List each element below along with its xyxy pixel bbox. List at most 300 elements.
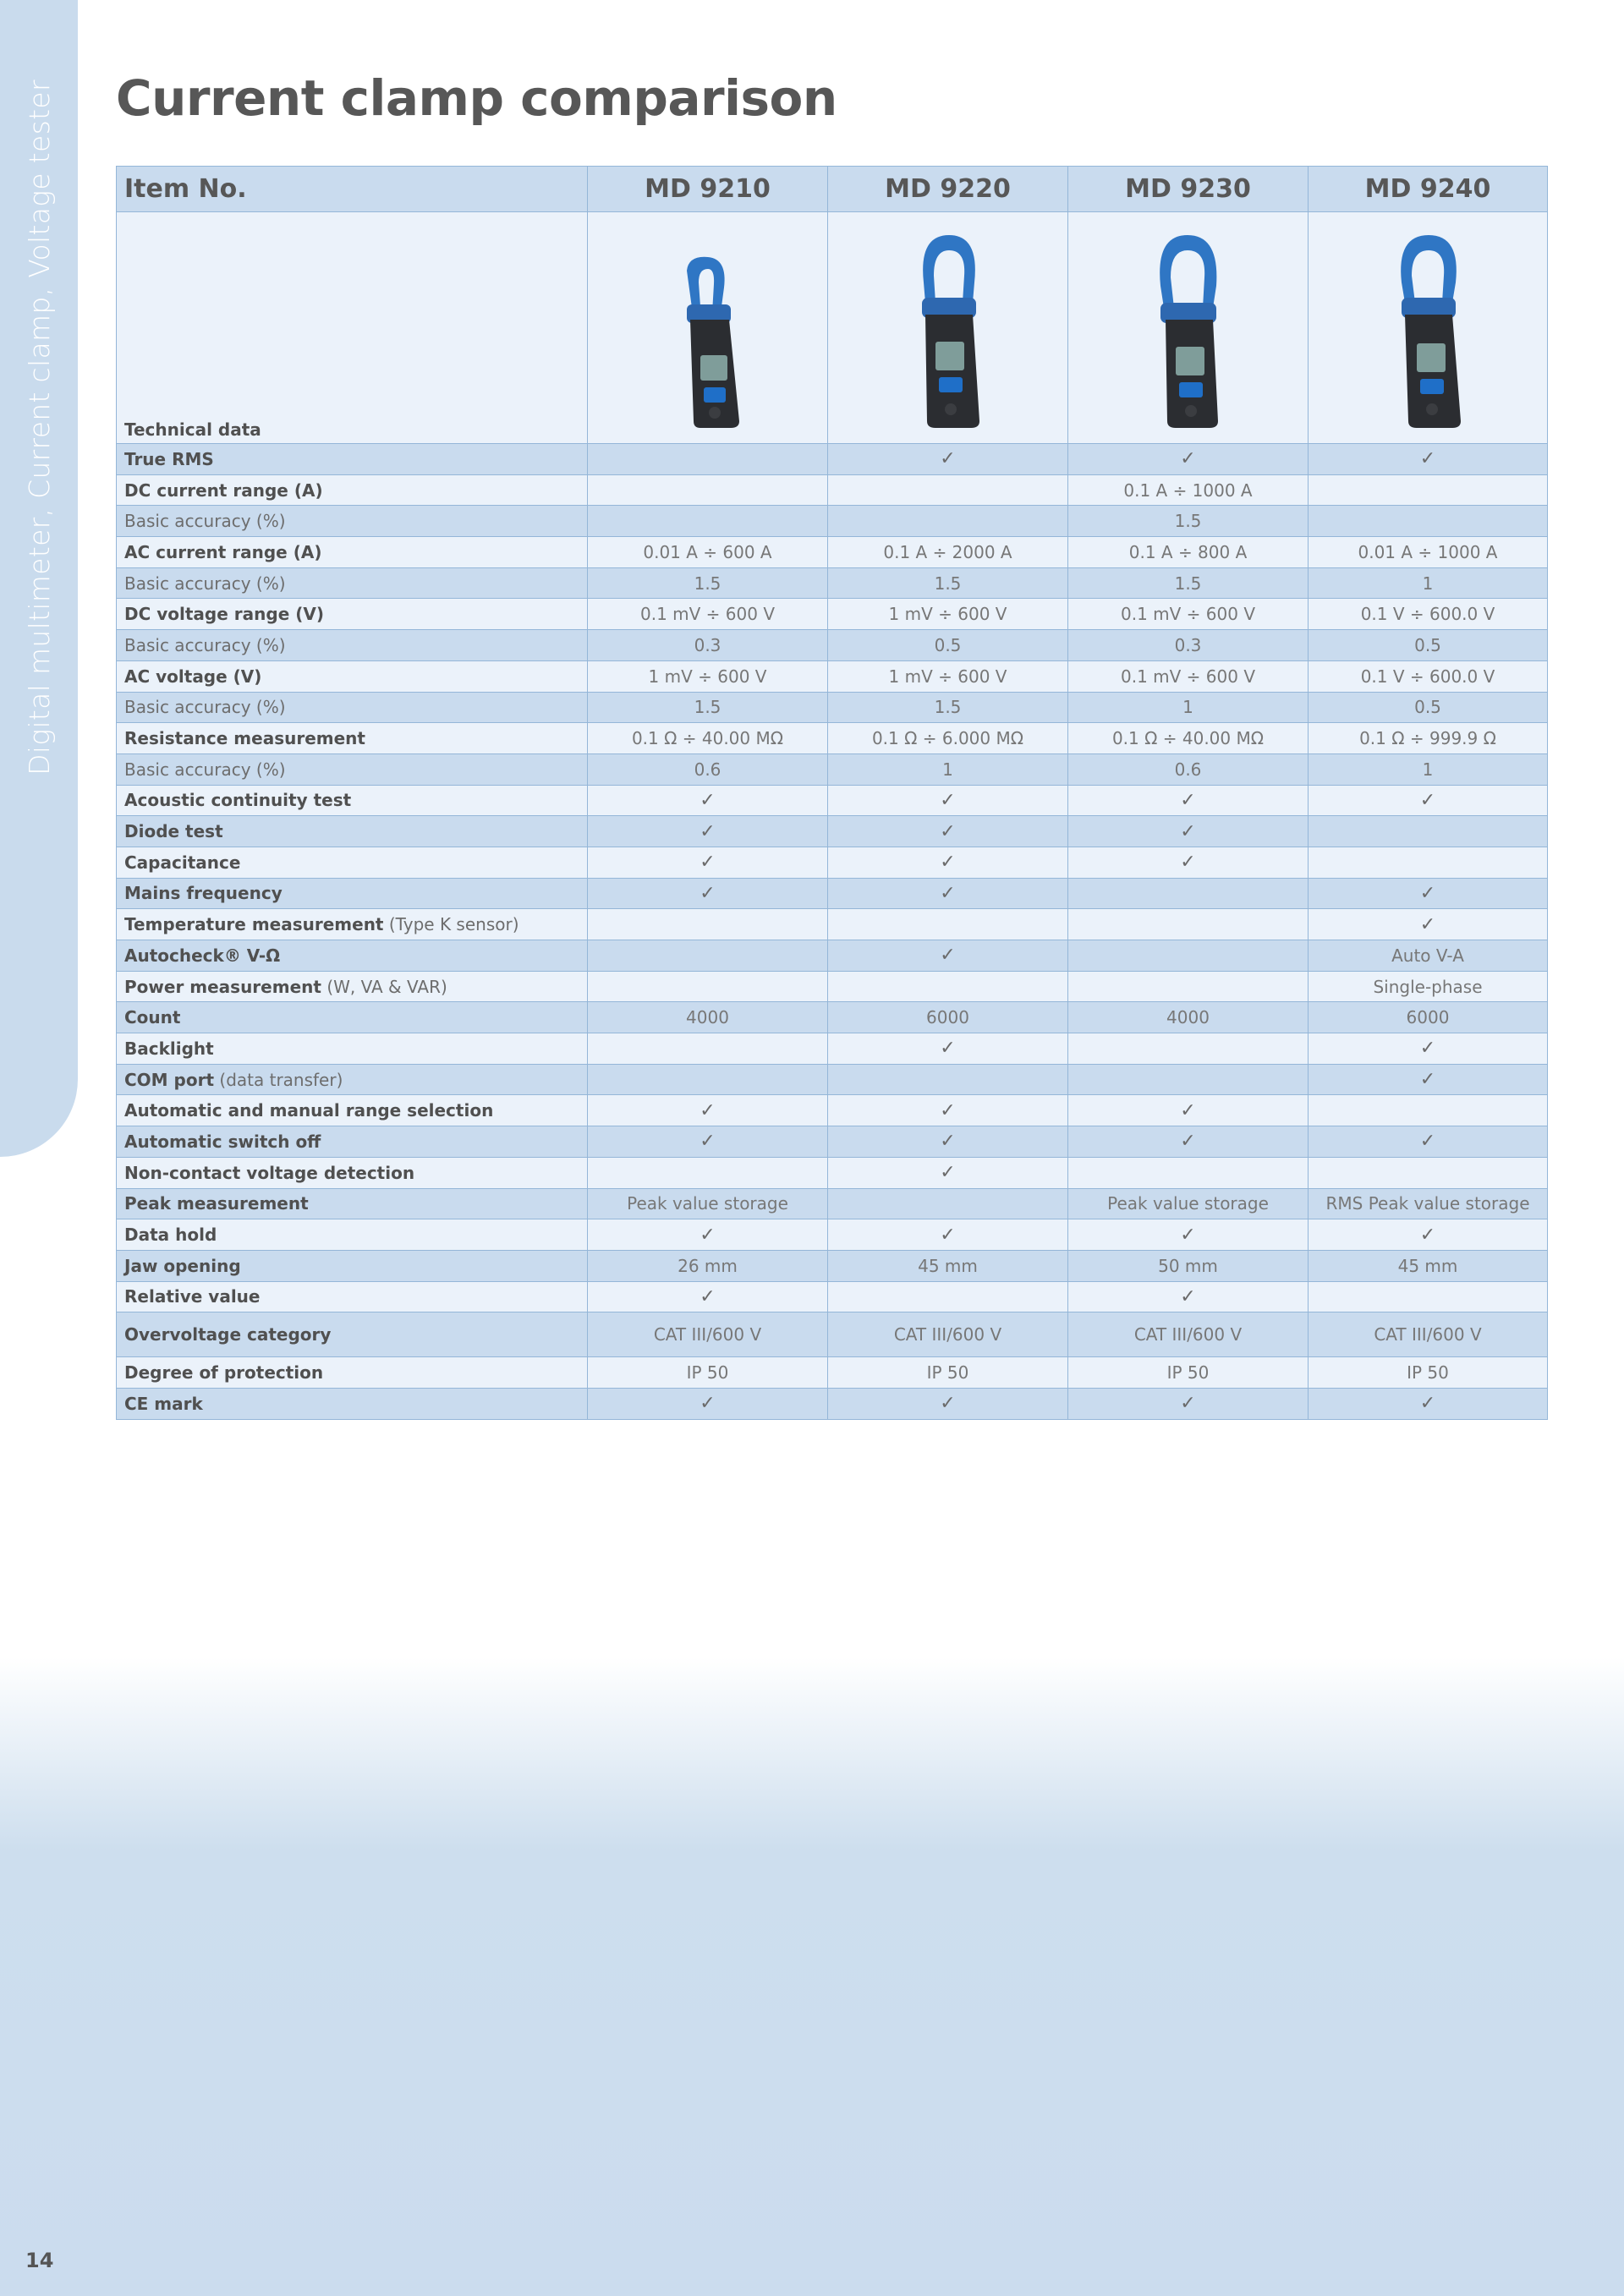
row-label-cell bbox=[117, 692, 588, 723]
value-cell bbox=[588, 909, 828, 940]
value-cell bbox=[828, 506, 1068, 537]
value-cell bbox=[828, 1219, 1068, 1251]
cell-value: 0.1 V ÷ 600.0 V bbox=[1360, 604, 1495, 625]
row-label-cell bbox=[117, 599, 588, 630]
table-row bbox=[117, 878, 1548, 909]
value-cell bbox=[588, 599, 828, 630]
value-cell bbox=[1068, 1064, 1309, 1095]
row-label: Jaw opening bbox=[124, 1255, 241, 1276]
cell-value: 0.1 mV ÷ 600 V bbox=[1120, 604, 1255, 625]
row-label-cell bbox=[117, 1064, 588, 1095]
row-label: Basic accuracy (%) bbox=[124, 697, 286, 718]
table-row bbox=[117, 1281, 1548, 1312]
table-row bbox=[117, 1357, 1548, 1389]
cell-value: CAT III/600 V bbox=[1374, 1324, 1482, 1345]
table-row bbox=[117, 599, 1548, 630]
checkmark-icon: ✓ bbox=[940, 1393, 956, 1415]
checkmark-icon: ✓ bbox=[940, 1224, 956, 1246]
value-cell bbox=[588, 1250, 828, 1281]
value-cell bbox=[828, 909, 1068, 940]
checkmark-icon: ✓ bbox=[700, 1393, 716, 1415]
cell-value: 50 mm bbox=[1158, 1255, 1218, 1276]
value-cell bbox=[1068, 660, 1309, 692]
checkmark-icon: ✓ bbox=[1419, 913, 1436, 935]
value-cell bbox=[828, 878, 1068, 909]
value-cell bbox=[1068, 599, 1309, 630]
cell-value: 0.5 bbox=[934, 634, 962, 655]
value-cell bbox=[1309, 660, 1548, 692]
value-cell bbox=[1309, 1312, 1548, 1357]
cell-value: 1.5 bbox=[694, 573, 721, 594]
technical-data-cell bbox=[117, 212, 588, 444]
page-number: 14 bbox=[25, 2249, 54, 2272]
checkmark-icon: ✓ bbox=[700, 882, 716, 904]
value-cell bbox=[828, 1312, 1068, 1357]
checkmark-icon: ✓ bbox=[700, 789, 716, 811]
page-title: Current clamp comparison bbox=[116, 69, 837, 127]
product-image-cell bbox=[588, 212, 828, 444]
table-row bbox=[117, 1002, 1548, 1033]
cell-value: 1.5 bbox=[934, 573, 962, 594]
cell-value: 0.1 V ÷ 600.0 V bbox=[1360, 666, 1495, 687]
model-header: MD 9220 bbox=[828, 167, 1068, 212]
row-label-cell bbox=[117, 1219, 588, 1251]
value-cell bbox=[1068, 940, 1309, 972]
table-row bbox=[117, 723, 1548, 754]
cell-value: 0.3 bbox=[1174, 634, 1202, 655]
clamp-meter-image bbox=[661, 254, 754, 431]
value-cell bbox=[828, 537, 1068, 568]
value-cell bbox=[828, 753, 1068, 785]
product-image-cell bbox=[1309, 212, 1548, 444]
value-cell bbox=[1309, 1281, 1548, 1312]
cell-value: IP 50 bbox=[926, 1362, 969, 1384]
table-row bbox=[117, 537, 1548, 568]
table-row bbox=[117, 660, 1548, 692]
value-cell bbox=[1068, 1188, 1309, 1219]
row-label-cell bbox=[117, 909, 588, 940]
row-label: Capacitance bbox=[124, 852, 241, 873]
value-cell bbox=[828, 785, 1068, 816]
row-label-cell bbox=[117, 1357, 588, 1389]
table-row bbox=[117, 444, 1548, 475]
row-label: Peak measurement bbox=[124, 1193, 309, 1214]
row-label: Diode test bbox=[124, 821, 223, 842]
cell-value: CAT III/600 V bbox=[893, 1324, 1002, 1345]
row-label: Basic accuracy (%) bbox=[124, 759, 286, 780]
cell-value: 1 mV ÷ 600 V bbox=[888, 666, 1007, 687]
value-cell bbox=[1309, 909, 1548, 940]
checkmark-icon: ✓ bbox=[1419, 1131, 1436, 1153]
row-label-cell bbox=[117, 567, 588, 599]
cell-value: 1 bbox=[1422, 759, 1434, 780]
value-cell bbox=[1068, 909, 1309, 940]
checkmark-icon: ✓ bbox=[1419, 1224, 1436, 1246]
row-label-qualifier: (W, VA & VAR) bbox=[326, 976, 447, 997]
value-cell bbox=[588, 1095, 828, 1126]
table-row bbox=[117, 474, 1548, 506]
table-row bbox=[117, 971, 1548, 1002]
cell-value: 1.5 bbox=[1174, 511, 1202, 532]
table-row bbox=[117, 1095, 1548, 1126]
value-cell bbox=[828, 692, 1068, 723]
value-cell bbox=[828, 816, 1068, 847]
row-label: AC current range (A) bbox=[124, 541, 322, 562]
checkmark-icon: ✓ bbox=[1419, 448, 1436, 470]
cell-value: 0.1 A ÷ 800 A bbox=[1128, 541, 1248, 562]
table-row bbox=[117, 630, 1548, 661]
value-cell bbox=[1068, 1281, 1309, 1312]
value-cell bbox=[1068, 537, 1309, 568]
cell-value: 0.6 bbox=[1174, 759, 1202, 780]
value-cell bbox=[1068, 692, 1309, 723]
comparison-table bbox=[116, 166, 1548, 1420]
value-cell bbox=[588, 1219, 828, 1251]
value-cell bbox=[828, 1357, 1068, 1389]
value-cell bbox=[588, 940, 828, 972]
value-cell bbox=[1309, 1095, 1548, 1126]
cell-value: 0.3 bbox=[694, 634, 721, 655]
value-cell bbox=[1309, 599, 1548, 630]
checkmark-icon: ✓ bbox=[940, 448, 956, 470]
checkmark-icon: ✓ bbox=[1180, 1393, 1196, 1415]
row-label: Data hold bbox=[124, 1225, 217, 1246]
cell-value: 0.1 Ω ÷ 6.000 MΩ bbox=[871, 728, 1024, 749]
value-cell bbox=[1309, 444, 1548, 475]
side-label: Digital multimeter, Current clamp, Voltage tester bbox=[22, 79, 56, 775]
row-label: COM port bbox=[124, 1069, 215, 1090]
checkmark-icon: ✓ bbox=[1419, 882, 1436, 904]
value-cell bbox=[1309, 537, 1548, 568]
value-cell bbox=[1068, 1312, 1309, 1357]
row-label: Automatic switch off bbox=[124, 1131, 321, 1152]
cell-value: 0.1 A ÷ 1000 A bbox=[1123, 479, 1253, 501]
row-label-cell bbox=[117, 474, 588, 506]
row-label-qualifier: (Type K sensor) bbox=[388, 914, 519, 935]
cell-value: 0.1 mV ÷ 600 V bbox=[1120, 666, 1255, 687]
cell-value: 1.5 bbox=[694, 697, 721, 718]
cell-value: 0.1 Ω ÷ 40.00 MΩ bbox=[631, 728, 784, 749]
value-cell bbox=[1068, 785, 1309, 816]
table-row bbox=[117, 1250, 1548, 1281]
table-row bbox=[117, 753, 1548, 785]
value-cell bbox=[828, 567, 1068, 599]
value-cell bbox=[1068, 723, 1309, 754]
value-cell bbox=[1309, 753, 1548, 785]
row-label-cell bbox=[117, 723, 588, 754]
cell-value: 0.1 A ÷ 2000 A bbox=[883, 541, 1012, 562]
checkmark-icon: ✓ bbox=[1180, 1099, 1196, 1121]
row-label-cell bbox=[117, 1388, 588, 1419]
checkmark-icon: ✓ bbox=[1419, 1069, 1436, 1091]
value-cell bbox=[588, 474, 828, 506]
row-label: Mains frequency bbox=[124, 883, 283, 904]
row-label: Resistance measurement bbox=[124, 728, 365, 749]
value-cell bbox=[1068, 1002, 1309, 1033]
value-cell bbox=[588, 1002, 828, 1033]
row-label: Acoustic continuity test bbox=[124, 790, 352, 811]
checkmark-icon: ✓ bbox=[1180, 1131, 1196, 1153]
row-label-qualifier: (data transfer) bbox=[219, 1069, 343, 1090]
checkmark-icon: ✓ bbox=[940, 1162, 956, 1184]
checkmark-icon: ✓ bbox=[1419, 1038, 1436, 1060]
value-cell bbox=[1068, 1033, 1309, 1065]
cell-value: 1 bbox=[1182, 697, 1193, 718]
checkmark-icon: ✓ bbox=[940, 945, 956, 967]
cell-value: 6000 bbox=[1406, 1007, 1450, 1028]
value-cell bbox=[828, 660, 1068, 692]
value-cell bbox=[588, 971, 828, 1002]
value-cell bbox=[588, 847, 828, 878]
value-cell bbox=[1309, 816, 1548, 847]
cell-value: 4000 bbox=[1166, 1007, 1210, 1028]
row-label-cell bbox=[117, 1126, 588, 1158]
value-cell bbox=[588, 723, 828, 754]
row-label-cell bbox=[117, 785, 588, 816]
checkmark-icon: ✓ bbox=[1180, 448, 1196, 470]
value-cell bbox=[1068, 1157, 1309, 1188]
checkmark-icon: ✓ bbox=[700, 820, 716, 842]
row-label: Relative value bbox=[124, 1286, 261, 1307]
table-row bbox=[117, 816, 1548, 847]
value-cell bbox=[828, 1033, 1068, 1065]
value-cell bbox=[1068, 753, 1309, 785]
value-cell bbox=[1068, 444, 1309, 475]
checkmark-icon: ✓ bbox=[940, 1099, 956, 1121]
header-row bbox=[117, 167, 1548, 212]
value-cell bbox=[588, 1064, 828, 1095]
value-cell bbox=[588, 1312, 828, 1357]
row-label: Basic accuracy (%) bbox=[124, 573, 286, 594]
value-cell bbox=[1309, 940, 1548, 972]
table-row bbox=[117, 567, 1548, 599]
value-cell bbox=[588, 816, 828, 847]
row-label-cell bbox=[117, 1157, 588, 1188]
cell-value: 1.5 bbox=[1174, 573, 1202, 594]
model-header: MD 9240 bbox=[1309, 167, 1548, 212]
row-label: Temperature measurement bbox=[124, 914, 384, 935]
table-row bbox=[117, 785, 1548, 816]
table-row bbox=[117, 847, 1548, 878]
cell-value: 0.6 bbox=[694, 759, 721, 780]
model-header: MD 9230 bbox=[1068, 167, 1309, 212]
value-cell bbox=[1309, 878, 1548, 909]
row-label: CE mark bbox=[124, 1393, 203, 1414]
row-label: Non-contact voltage detection bbox=[124, 1162, 415, 1183]
row-label: Backlight bbox=[124, 1038, 214, 1059]
row-label-cell bbox=[117, 1188, 588, 1219]
value-cell bbox=[588, 1157, 828, 1188]
value-cell bbox=[828, 630, 1068, 661]
checkmark-icon: ✓ bbox=[940, 852, 956, 874]
cell-value: Peak value storage bbox=[1107, 1193, 1269, 1214]
value-cell bbox=[588, 785, 828, 816]
value-cell bbox=[588, 567, 828, 599]
row-label: Degree of protection bbox=[124, 1362, 324, 1384]
checkmark-icon: ✓ bbox=[1180, 852, 1196, 874]
cell-value: 6000 bbox=[926, 1007, 969, 1028]
cell-value: Auto V-A bbox=[1391, 945, 1464, 966]
value-cell bbox=[1068, 1250, 1309, 1281]
product-image-cell bbox=[828, 212, 1068, 444]
cell-value: 1 bbox=[1422, 573, 1434, 594]
clamp-meter-image bbox=[1381, 232, 1474, 431]
value-cell bbox=[1068, 474, 1309, 506]
value-cell bbox=[828, 1250, 1068, 1281]
value-cell bbox=[588, 630, 828, 661]
table-row bbox=[117, 1188, 1548, 1219]
checkmark-icon: ✓ bbox=[1180, 820, 1196, 842]
row-label-cell bbox=[117, 1033, 588, 1065]
row-label-cell bbox=[117, 1250, 588, 1281]
image-row bbox=[117, 212, 1548, 444]
value-cell bbox=[1068, 567, 1309, 599]
checkmark-icon: ✓ bbox=[940, 1038, 956, 1060]
table-row bbox=[117, 506, 1548, 537]
value-cell bbox=[828, 474, 1068, 506]
value-cell bbox=[828, 1281, 1068, 1312]
value-cell bbox=[1309, 847, 1548, 878]
table-row bbox=[117, 1033, 1548, 1065]
row-label-cell bbox=[117, 1281, 588, 1312]
cell-value: 0.5 bbox=[1414, 697, 1441, 718]
value-cell bbox=[1068, 971, 1309, 1002]
cell-value: 45 mm bbox=[918, 1255, 978, 1276]
value-cell bbox=[588, 1281, 828, 1312]
value-cell bbox=[828, 971, 1068, 1002]
row-label: DC current range (A) bbox=[124, 479, 323, 501]
value-cell bbox=[588, 878, 828, 909]
cell-value: IP 50 bbox=[686, 1362, 729, 1384]
row-label-cell bbox=[117, 537, 588, 568]
value-cell bbox=[1309, 474, 1548, 506]
row-label-cell bbox=[117, 1095, 588, 1126]
value-cell bbox=[588, 1188, 828, 1219]
value-cell bbox=[828, 599, 1068, 630]
technical-data-label: Technical data bbox=[124, 419, 261, 440]
checkmark-icon: ✓ bbox=[940, 789, 956, 811]
table-row bbox=[117, 1157, 1548, 1188]
value-cell bbox=[828, 940, 1068, 972]
row-label-cell bbox=[117, 878, 588, 909]
checkmark-icon: ✓ bbox=[700, 852, 716, 874]
item-no-header: Item No. bbox=[117, 167, 588, 212]
checkmark-icon: ✓ bbox=[940, 882, 956, 904]
value-cell bbox=[1068, 1095, 1309, 1126]
cell-value: 0.1 mV ÷ 600 V bbox=[639, 604, 775, 625]
value-cell bbox=[1309, 1188, 1548, 1219]
value-cell bbox=[1309, 1033, 1548, 1065]
cell-value: IP 50 bbox=[1166, 1362, 1210, 1384]
checkmark-icon: ✓ bbox=[1180, 1224, 1196, 1246]
cell-value: 4000 bbox=[686, 1007, 729, 1028]
cell-value: CAT III/600 V bbox=[1133, 1324, 1243, 1345]
clamp-meter-image bbox=[1142, 232, 1235, 431]
value-cell bbox=[1309, 1219, 1548, 1251]
row-label: DC voltage range (V) bbox=[124, 604, 324, 625]
cell-value: 1.5 bbox=[934, 697, 962, 718]
row-label-cell bbox=[117, 506, 588, 537]
value-cell bbox=[588, 506, 828, 537]
cell-value: 0.1 Ω ÷ 999.9 Ω bbox=[1359, 728, 1496, 749]
value-cell bbox=[588, 444, 828, 475]
checkmark-icon: ✓ bbox=[940, 1131, 956, 1153]
value-cell bbox=[828, 1002, 1068, 1033]
row-label: Count bbox=[124, 1007, 181, 1028]
value-cell bbox=[1309, 1126, 1548, 1158]
checkmark-icon: ✓ bbox=[1419, 789, 1436, 811]
cell-value: CAT III/600 V bbox=[653, 1324, 762, 1345]
value-cell bbox=[588, 660, 828, 692]
row-label-cell bbox=[117, 816, 588, 847]
value-cell bbox=[588, 1126, 828, 1158]
row-label: Basic accuracy (%) bbox=[124, 634, 286, 655]
value-cell bbox=[1309, 1157, 1548, 1188]
value-cell bbox=[1068, 1126, 1309, 1158]
value-cell bbox=[1309, 692, 1548, 723]
cell-value: 1 mV ÷ 600 V bbox=[648, 666, 767, 687]
checkmark-icon: ✓ bbox=[700, 1224, 716, 1246]
value-cell bbox=[1068, 1388, 1309, 1419]
value-cell bbox=[828, 444, 1068, 475]
table-row bbox=[117, 1312, 1548, 1357]
checkmark-icon: ✓ bbox=[940, 820, 956, 842]
cell-value: 0.01 A ÷ 1000 A bbox=[1358, 541, 1498, 562]
cell-value: 0.01 A ÷ 600 A bbox=[643, 541, 772, 562]
value-cell bbox=[1068, 506, 1309, 537]
product-image-cell bbox=[1068, 212, 1309, 444]
value-cell bbox=[1309, 1357, 1548, 1389]
checkmark-icon: ✓ bbox=[1180, 1285, 1196, 1307]
row-label-cell bbox=[117, 444, 588, 475]
row-label: AC voltage (V) bbox=[124, 666, 262, 687]
value-cell bbox=[1309, 1250, 1548, 1281]
value-cell bbox=[1309, 506, 1548, 537]
row-label: Autocheck® V-Ω bbox=[124, 945, 281, 966]
checkmark-icon: ✓ bbox=[700, 1099, 716, 1121]
cell-value: 1 mV ÷ 600 V bbox=[888, 604, 1007, 625]
value-cell bbox=[828, 1064, 1068, 1095]
value-cell bbox=[1309, 567, 1548, 599]
table-row bbox=[117, 909, 1548, 940]
checkmark-icon: ✓ bbox=[700, 1285, 716, 1307]
value-cell bbox=[1068, 1219, 1309, 1251]
row-label-cell bbox=[117, 1002, 588, 1033]
value-cell bbox=[1068, 847, 1309, 878]
checkmark-icon: ✓ bbox=[1419, 1393, 1436, 1415]
table-row bbox=[117, 1126, 1548, 1158]
cell-value: 1 bbox=[942, 759, 953, 780]
value-cell bbox=[588, 1388, 828, 1419]
clamp-meter-image bbox=[902, 232, 995, 431]
cell-value: 45 mm bbox=[1397, 1255, 1458, 1276]
value-cell bbox=[1309, 1064, 1548, 1095]
table-row bbox=[117, 692, 1548, 723]
row-label: True RMS bbox=[124, 448, 214, 469]
cell-value: Peak value storage bbox=[627, 1193, 788, 1214]
value-cell bbox=[828, 1388, 1068, 1419]
row-label-cell bbox=[117, 630, 588, 661]
table-row bbox=[117, 940, 1548, 972]
value-cell bbox=[1309, 785, 1548, 816]
row-label: Overvoltage category bbox=[124, 1324, 332, 1345]
value-cell bbox=[828, 1157, 1068, 1188]
value-cell bbox=[828, 1188, 1068, 1219]
row-label-cell bbox=[117, 847, 588, 878]
cell-value: 0.1 Ω ÷ 40.00 MΩ bbox=[1111, 728, 1265, 749]
row-label-cell bbox=[117, 753, 588, 785]
value-cell bbox=[1309, 971, 1548, 1002]
